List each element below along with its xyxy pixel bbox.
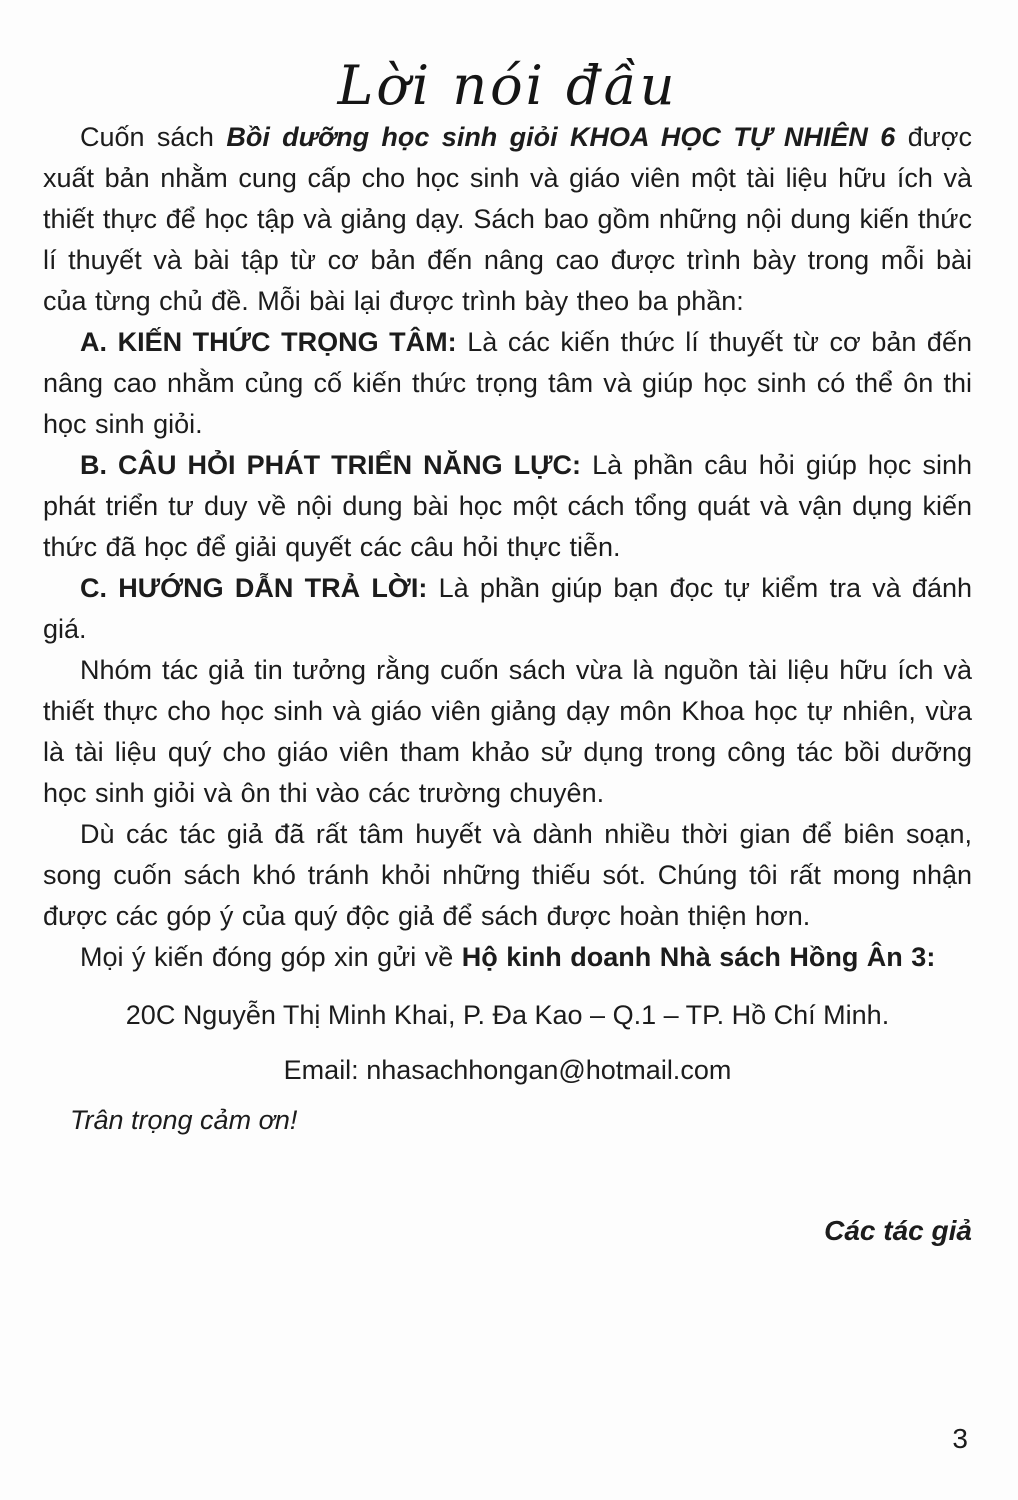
section-a-body: Là các kiến thức lí thuyết từ cơ bản đến nâng cao nhằm củng cố kiến thức trọng tâm và giúp học sinh có thể ôn thi học sinh giỏi. <box>43 327 972 439</box>
book-title: Bồi dưỡng học sinh giỏi KHOA HỌC TỰ NHIÊN 6 <box>226 122 896 152</box>
section-a-heading: A. KIẾN THỨC TRỌNG TÂM: <box>80 327 457 357</box>
section-b-body: Là phần câu hỏi giúp học sinh phát triển tư duy về nội dung bài học một cách tổng quát và vận dụng kiến thức đã học để giải quyết các câu hỏi thực tiễn. <box>43 450 972 562</box>
page-title: Lời nói đầu <box>337 54 678 117</box>
intro-rest: được xuất bản nhằm cung cấp cho học sinh và giáo viên một tài liệu hữu ích và thiết thực để học tập và giảng dạy. Sách bao gồm những nội dung kiến thức lí thuyết và bài tập từ cơ bản đến nâng cao được trình bày trong mỗi bài của từng chủ đề. Mỗi bài lại được trình bày theo ba phần: <box>43 122 972 316</box>
page-number: 3 <box>952 1423 968 1454</box>
address-line: 20C Nguyễn Thị Minh Khai, P. Đa Kao – Q.1 – TP. Hồ Chí Minh. <box>125 1000 890 1030</box>
intro-lead: Cuốn sách <box>80 122 214 152</box>
apology-paragraph: Dù các tác giả đã rất tâm huyết và dành nhiều thời gian để biên soạn, song cuốn sách khó tránh khỏi những thiếu sót. Chúng tôi rất mong nhận được các góp ý của quý độc giả để sách được hoàn thiện hơn. <box>43 819 972 931</box>
author-signature: Các tác giả <box>824 1215 972 1246</box>
section-b-paragraph <box>43 445 972 568</box>
section-a-paragraph <box>43 322 972 445</box>
section-b-heading: B. CÂU HỎI PHÁT TRIỂN NĂNG LỰC: <box>80 450 582 480</box>
email-line: Email: nhasachhongan@hotmail.com <box>283 1055 732 1085</box>
section-c-heading: C. HƯỚNG DẪN TRẢ LỜI: <box>80 573 428 603</box>
intro-paragraph <box>43 117 972 322</box>
section-c-paragraph <box>43 568 972 650</box>
thanks-line: Trân trọng cảm ơn! <box>70 1105 298 1135</box>
feedback-lead: Mọi ý kiến đóng góp xin gửi về <box>80 942 454 972</box>
trust-paragraph: Nhóm tác giả tin tưởng rằng cuốn sách vừa là nguồn tài liệu hữu ích và thiết thực cho học sinh và giáo viên giảng dạy môn Khoa học tự nhiên, vừa là tài liệu quý cho giáo viên tham khảo sử dụng trong công tác bồi dưỡng học sinh giỏi và ôn thi vào các trường chuyên. <box>43 655 972 808</box>
section-c-body: Là phần giúp bạn đọc tự kiểm tra và đánh giá. <box>43 573 972 644</box>
feedback-paragraph <box>43 937 972 978</box>
feedback-recipient: Hộ kinh doanh Nhà sách Hồng Ân 3: <box>461 942 936 972</box>
